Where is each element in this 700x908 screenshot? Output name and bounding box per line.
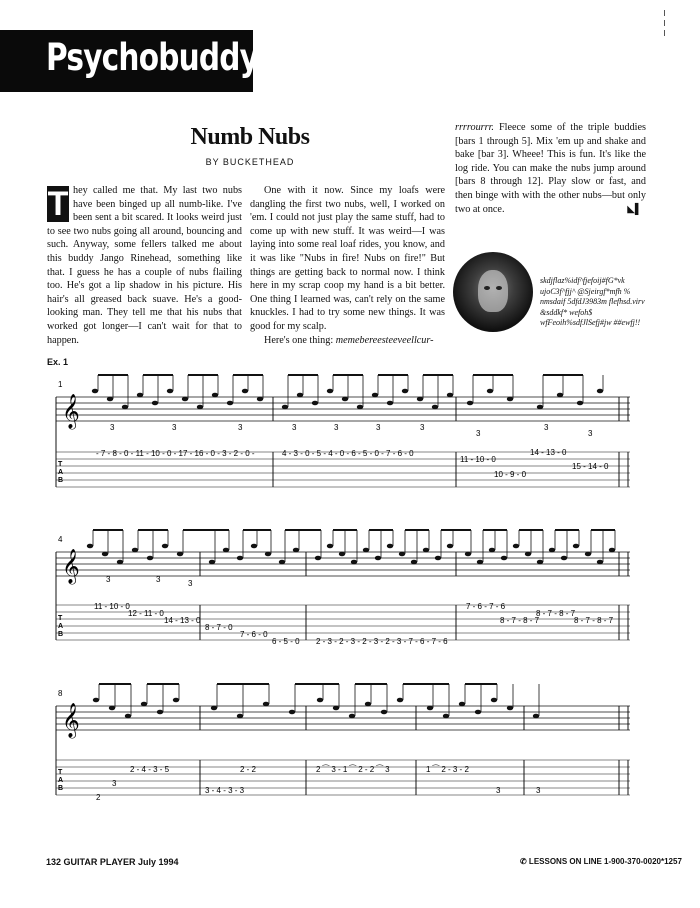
tab-letter-a: A [58,623,64,630]
note-head [491,698,497,703]
note-head [162,544,168,549]
column-2-paragraph-1: One with it now. Since my loafs were dangling the first two nubs, well, I worked on 'em. I could not just play the same stuff, had to come up with new stuff. It was weird—I was laying into some real loaf rides, you know, and it was like "Nubs in fire! Nubs on fire!" But things are getting back to normal now. I think here in my scrap coop my hand is a bit better. One thing I learned was, can't rely on the same knuckles. I had to try some new things. It was good for my scalp. [250,185,445,332]
column-3-body: Fleece some of the triple buddies [bars 1 through 5]. Mix 'em up and shake and bake [bar 3]. Wheee! This is fun. It's like the log ride. You can make the nubs jump around [bars 8 through 12]. Play slow or fast, and then binge with with the other nubs—but only two at once. [455,122,646,215]
tab-numbers: 8 - 7 - 8 - 7 [536,609,576,618]
note-head [597,560,603,565]
note-head [87,544,93,549]
note-head [443,714,449,719]
note-head [117,560,123,565]
triplet-marker: 3 [110,423,115,432]
note-head [333,706,339,711]
note-head [513,544,519,549]
tab-letter-b: B [58,477,64,484]
triplet-marker: 3 [334,423,339,432]
end-of-article-icon: ◣▌ [627,203,642,215]
note-head [489,548,495,553]
triplet-marker: 3 [292,423,297,432]
tab-numbers: - 7 - 8 - 0 - 11 - 10 - 0 - 17 - 16 - 0 - 3 - 2 - 0 - [96,449,255,458]
tab-numbers: 3 [112,779,117,788]
note-head [315,556,321,561]
note-head [137,393,143,398]
note-head [147,556,153,561]
tab-numbers: 7 - 6 - 7 - 6 [466,602,506,611]
tab-numbers: 11 - 10 - 0 [94,602,130,611]
note-head [459,702,465,707]
note-head [397,698,403,703]
note-head [242,389,248,394]
tab-numbers: 8 - 7 - 8 - 7 [574,616,614,625]
note-head [447,544,453,549]
note-head [177,552,183,557]
note-head [375,556,381,561]
note-head [109,706,115,711]
column-2-gibberish: memebereesteeveellcur- [335,334,434,346]
triplet-marker: 3 [156,575,161,584]
note-head [537,405,543,410]
note-head [349,714,355,719]
tab-letter-t: T [58,769,63,776]
note-head [223,548,229,553]
tab-numbers: 7 - 6 - 0 [240,630,268,639]
note-head [227,401,233,406]
note-head [501,556,507,561]
note-head [251,544,257,549]
measure-number-8: 8 [58,689,63,698]
triplet-marker: 3 [238,423,243,432]
note-head [399,552,405,557]
section-title: Psychobuddy [46,36,259,79]
note-head [93,698,99,703]
triplet-marker: 3 [420,423,425,432]
note-head [363,548,369,553]
note-head [372,393,378,398]
note-head [211,706,217,711]
note-head [237,556,243,561]
tab-numbers: 8 - 7 - 8 - 7 [500,616,540,625]
article-byline: BY BUCKETHEAD [205,157,295,167]
note-head [417,397,423,402]
note-head [92,389,98,394]
tab-numbers: 6 - 5 - 0 [272,637,300,646]
note-head [197,405,203,410]
tab-numbers: 2 - 3 - 2 - 3 - 2 - 3 - 2 - 3 - 7 - 6 - 7 - 6 [316,637,448,646]
note-head [477,560,483,565]
tab-numbers: 4 - 3 - 0 - 5 - 4 - 0 - 6 - 5 - 0 - 7 - 6 - 0 [282,449,414,458]
tab-numbers: 10 - 9 - 0 [494,470,527,479]
note-head [132,548,138,553]
tab-letter-b: B [58,785,64,792]
note-head [507,706,513,711]
tab-numbers: 3 [536,786,541,795]
column-1-text: hey called me that. My last two nubs have been binged up all numb-like. I've been sent a bit scared. It looks weird just to see two nubs going all around, bouncing and such. Anyway, some fellers talked me about this buddy Jango Rinehead, something like that. I guess he has a couple of nubs flailing too. He's got a lip shadow in his picture. His hair's all greased back suave. He's a good-looking man. They tell me that his nubs that worked got longer—I can't wait for that to happen. [47,185,242,346]
tab-numbers: 3 - 4 - 3 - 3 [205,786,245,795]
note-head [573,544,579,549]
footer-lessons-line: ✆ LESSONS ON LINE 1-900-370-0020*1257 [520,857,682,866]
note-head [557,393,563,398]
measure-number-4: 4 [58,535,63,544]
note-head [487,389,493,394]
tab-numbers: 2 [96,793,101,802]
note-head [297,393,303,398]
tab-numbers: 15 - 14 - 0 [572,462,609,471]
tab-numbers: 11 - 10 - 0 [460,455,496,464]
note-head [157,710,163,715]
note-head [365,702,371,707]
column-3-gibberish: rrrrourrr. [455,122,494,133]
note-head [467,401,473,406]
note-head [577,401,583,406]
note-head [125,714,131,719]
treble-clef-icon: 𝄞 [62,395,80,428]
triplet-marker: 3 [588,429,593,438]
note-head [549,548,555,553]
note-head [263,702,269,707]
note-head [342,397,348,402]
triplet-marker: 3 [476,429,481,438]
note-head [423,548,429,553]
note-head [357,405,363,410]
tab-letter-t: T [58,615,63,622]
triplet-marker: 3 [188,579,193,588]
tab-letter-a: A [58,777,64,784]
tab-numbers: 2 ⁀ 3 - 1 ⁀ 2 - 2 ⁀ 3 [316,765,390,774]
tab-numbers: 1 ⁀ 2 - 3 - 2 [426,765,469,774]
note-head [561,556,567,561]
note-head [257,397,263,402]
tab-numbers: 3 [496,786,501,795]
note-head [387,401,393,406]
note-head [293,548,299,553]
note-head [107,397,113,402]
note-head [279,560,285,565]
tab-numbers: 2 - 2 [240,765,257,774]
column-2-lead: Here's one thing: [264,334,336,346]
footer-page-info: 132 GUITAR PLAYER July 1994 [46,857,179,867]
note-head [387,544,393,549]
note-head [327,389,333,394]
note-head [167,389,173,394]
triplet-marker: 3 [106,575,111,584]
note-head [475,710,481,715]
note-head [411,560,417,565]
tab-numbers: 8 - 7 - 0 [205,623,233,632]
treble-clef-icon: 𝄞 [62,704,80,737]
note-head [432,405,438,410]
note-head [265,552,271,557]
tab-numbers: 12 - 11 - 0 [128,609,164,618]
tab-letter-t: T [58,461,63,468]
note-head [122,405,128,410]
note-head [317,698,323,703]
note-head [537,560,543,565]
drop-cap: T [47,185,69,223]
tab-numbers: 2 - 4 - 3 - 5 [130,765,170,774]
note-head [339,552,345,557]
note-head [381,710,387,715]
note-head [327,544,333,549]
note-head [289,710,295,715]
tab-letter-b: B [58,631,64,638]
triplet-marker: 3 [544,423,549,432]
note-head [212,393,218,398]
triplet-marker: 3 [172,423,177,432]
note-head [427,706,433,711]
photo-caption: skdjflaz%idf^fjefoij#fG*vk ujoC3f^fjj^ @Sjeirgf*mfh % nmsdaif 5dfdJ3983m flefhsd.virv &sddkf* wefoh$ wfFeoih%sdfJlSefj#jw ##ewfj!! [540,276,645,327]
triplet-marker: 3 [376,423,381,432]
treble-clef-icon: 𝄞 [62,550,80,583]
note-head [597,389,603,394]
note-head [141,702,147,707]
note-head [465,552,471,557]
note-head [351,560,357,565]
tab-numbers: 14 - 13 - 0 [164,616,201,625]
note-head [312,401,318,406]
note-heads [87,375,615,718]
note-head [435,556,441,561]
note-head [173,698,179,703]
example-label: Ex. 1 [47,357,69,367]
measure-number-1: 1 [58,380,63,389]
note-head [402,389,408,394]
note-head [585,552,591,557]
note-head [609,548,615,553]
note-head [209,560,215,565]
article-title: Numb Nubs [190,124,310,150]
note-head [282,405,288,410]
note-head [507,397,513,402]
tab-numbers: 14 - 13 - 0 [530,448,567,457]
note-head [102,552,108,557]
note-head [152,401,158,406]
note-head [237,714,243,719]
tab-letter-a: A [58,469,64,476]
note-head [525,552,531,557]
note-head [182,397,188,402]
note-head [447,393,453,398]
note-head [533,714,539,719]
